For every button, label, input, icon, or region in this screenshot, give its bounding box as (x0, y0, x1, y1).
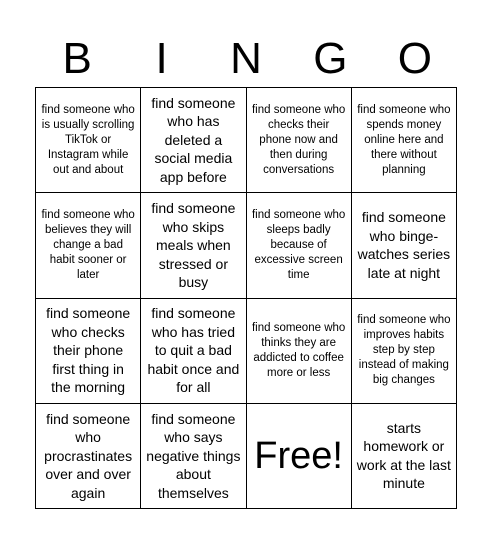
bingo-cell-r3c2[interactable] (141, 299, 246, 404)
bingo-cell-free[interactable] (247, 404, 352, 509)
free-space-text: Free! (254, 434, 343, 477)
cell-text: find someone who binge-watches series late at night (357, 209, 451, 281)
cell-text: starts homework or work at the last minute (356, 419, 451, 492)
cell-text: find someone who improves habits step by step instead of making big changes (357, 314, 451, 387)
header-letter-i: I (155, 34, 168, 83)
cell-text: find someone who sleeps badly because of excessive screen time (251, 208, 346, 281)
bingo-cell-r1c1[interactable] (36, 88, 141, 193)
bingo-cell-r2c3[interactable] (247, 193, 352, 298)
bingo-cell-r2c2[interactable] (141, 193, 246, 298)
bingo-cell-r3c3[interactable] (247, 299, 352, 404)
bingo-cell-r2c4[interactable] (352, 193, 457, 298)
cell-text: find someone who believes they will change a bad habit sooner or later (41, 208, 135, 281)
cell-text: find someone who procrastinates over and over again (44, 410, 133, 501)
bingo-cell-r4c4[interactable] (352, 404, 457, 509)
cell-text: find someone who has deleted a social media app before (151, 94, 236, 185)
cell-text: find someone who is usually scrolling TikTok or Instagram while out and about (41, 103, 135, 176)
bingo-card (35, 87, 457, 509)
cell-text: find someone who has tried to quit a bad habit once and for all (147, 305, 240, 396)
header-letter-b: B (62, 34, 92, 83)
bingo-cell-r4c2[interactable] (141, 404, 246, 509)
bingo-cell-r4c1[interactable] (36, 404, 141, 509)
bingo-cell-r3c1[interactable] (36, 299, 141, 404)
cell-text: find someone who thinks they are addicted to coffee more or less (251, 321, 346, 379)
cell-text: find someone who checks their phone now and then during conversations (251, 103, 346, 176)
cell-text: find someone who says negative things about themselves (146, 410, 241, 501)
cell-text: find someone who skips meals when stressed or busy (151, 200, 236, 291)
header-letter-g: G (313, 34, 348, 83)
bingo-cell-r2c1[interactable] (36, 193, 141, 298)
bingo-header (35, 30, 457, 88)
cell-text: find someone who checks their phone first thing in the morning (46, 305, 131, 396)
bingo-cell-r1c4[interactable] (352, 88, 457, 193)
bingo-cell-r3c4[interactable] (352, 299, 457, 404)
cell-text: find someone who spends money online here and there without planning (357, 103, 451, 176)
header-letter-n: N (230, 34, 262, 83)
bingo-cell-r1c2[interactable] (141, 88, 246, 193)
bingo-cell-r1c3[interactable] (247, 88, 352, 193)
header-letter-o: O (397, 34, 432, 83)
